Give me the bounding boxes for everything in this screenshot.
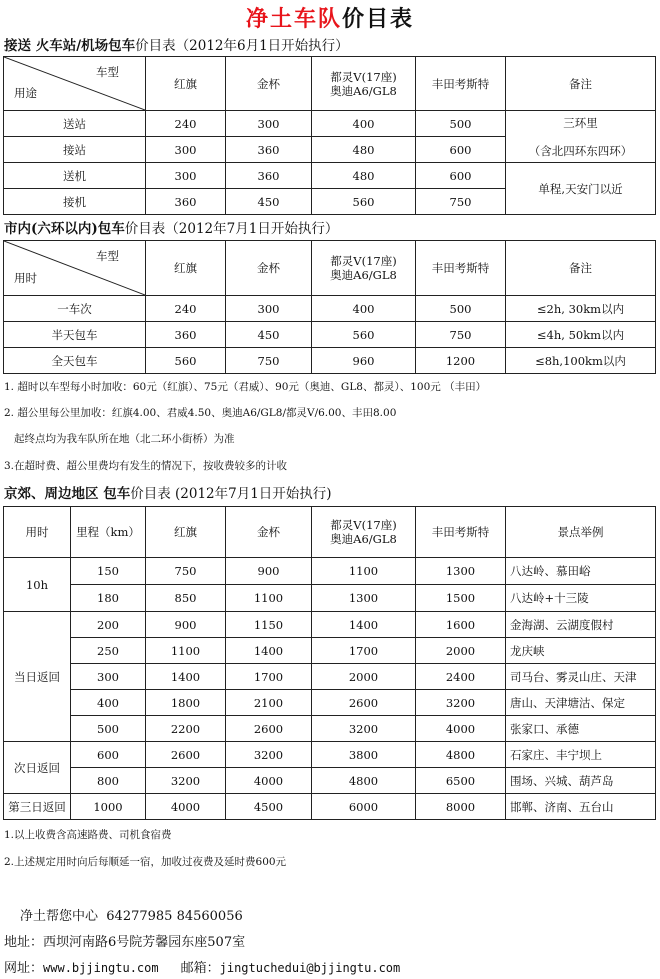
website-link[interactable]: www.bjjingtu.com [43, 961, 159, 975]
sight-cell: 石家庄、丰宁坝上 [506, 742, 656, 768]
section2-heading [4, 220, 338, 238]
header-duling-audi: 都灵V(17座) 奥迪A6/GL8 [312, 507, 416, 558]
sight-cell: 龙庆峡 [506, 638, 656, 664]
note-start-point: 起终点均为我车队所在地（北二环小街桥）为准 [14, 433, 235, 445]
price-cell: 600 [416, 137, 506, 163]
price-cell: 360 [146, 189, 226, 215]
mileage-cell: 500 [71, 716, 146, 742]
price-cell: 2400 [416, 664, 506, 690]
price-cell: 2100 [226, 690, 312, 716]
email-label: 邮箱： [180, 961, 220, 976]
address-label: 地址： [4, 935, 44, 950]
price-cell: 3200 [312, 716, 416, 742]
duration-group: 当日返回 [4, 612, 71, 742]
price-cell: 2600 [312, 690, 416, 716]
price-cell: 360 [226, 137, 312, 163]
sight-cell: 围场、兴城、葫芦岛 [506, 768, 656, 794]
price-cell: 560 [312, 189, 416, 215]
price-cell: 4000 [226, 768, 312, 794]
price-cell: 500 [416, 111, 506, 137]
header-remarks: 备注 [506, 57, 656, 111]
remark-cell: ≤4h, 50km以内 [506, 322, 656, 348]
corner-label-vehicle: 车型 [96, 65, 119, 79]
mileage-cell: 1000 [71, 794, 146, 820]
website-label: 网址： [4, 961, 44, 976]
header-sights: 景点举例 [506, 507, 656, 558]
sight-cell: 司马台、雾灵山庄、天津 [506, 664, 656, 690]
price-cell: 1150 [226, 612, 312, 638]
mileage-cell: 400 [71, 690, 146, 716]
price-cell: 4000 [416, 716, 506, 742]
sight-cell: 邯郸、济南、五台山 [506, 794, 656, 820]
note-overdistance: 2. 超公里每公里加收：红旗4.00、君威4.50、奥迪A6/GL8/都灵V/6.00、丰田8.00 [4, 407, 397, 419]
header-duration: 用时 [4, 507, 71, 558]
header-jinbei: 金杯 [226, 507, 312, 558]
price-cell: 2600 [226, 716, 312, 742]
row-label: 全天包车 [4, 348, 146, 374]
price-cell: 3800 [312, 742, 416, 768]
price-cell: 480 [312, 137, 416, 163]
row-label: 接机 [4, 189, 146, 215]
price-cell: 1200 [416, 348, 506, 374]
price-cell: 480 [312, 163, 416, 189]
row-label: 送站 [4, 111, 146, 137]
helpline [20, 908, 243, 925]
mileage-cell: 300 [71, 664, 146, 690]
address-line [4, 934, 245, 951]
remark-line: 三环里 [563, 115, 598, 130]
price-cell: 750 [226, 348, 312, 374]
note-charge-rule: 3.在超时费、超公里费均有发生的情况下，按收费较多的计收 [4, 460, 288, 472]
price-cell: 1700 [312, 638, 416, 664]
page-title-brand: 净土车队 [245, 6, 342, 32]
price-cell: 4800 [312, 768, 416, 794]
mileage-cell: 200 [71, 612, 146, 638]
mileage-cell: 150 [71, 558, 146, 585]
price-cell: 360 [146, 322, 226, 348]
price-cell: 1400 [226, 638, 312, 664]
price-cell: 240 [146, 296, 226, 322]
page-title [0, 6, 660, 32]
header-toyota-coaster: 丰田考斯特 [416, 57, 506, 111]
price-cell: 900 [226, 558, 312, 585]
price-cell: 240 [146, 111, 226, 137]
header-mileage: 里程（km） [71, 507, 146, 558]
price-cell: 750 [146, 558, 226, 585]
price-cell: 2000 [312, 664, 416, 690]
sight-cell: 张家口、承德 [506, 716, 656, 742]
row-label: 一车次 [4, 296, 146, 322]
price-cell: 2200 [146, 716, 226, 742]
price-cell: 4800 [416, 742, 506, 768]
price-cell: 560 [312, 322, 416, 348]
price-cell: 1600 [416, 612, 506, 638]
price-cell: 300 [146, 163, 226, 189]
header-duling-audi: 都灵V(17座) 奥迪A6/GL8 [312, 57, 416, 111]
price-cell: 6500 [416, 768, 506, 794]
header-jinbei: 金杯 [226, 57, 312, 111]
price-cell: 3200 [146, 768, 226, 794]
price-cell: 2000 [416, 638, 506, 664]
transfer-table-corner [4, 57, 146, 111]
price-cell: 900 [146, 612, 226, 638]
corner-label-usage: 用途 [14, 86, 37, 100]
price-cell: 400 [312, 111, 416, 137]
header-toyota-coaster: 丰田考斯特 [416, 241, 506, 296]
price-cell: 400 [312, 296, 416, 322]
email-link[interactable]: jingtuchedui@bjjingtu.com [219, 961, 401, 975]
remark-cell: ≤8h,100km以内 [506, 348, 656, 374]
price-cell: 4500 [226, 794, 312, 820]
duration-group: 次日返回 [4, 742, 71, 794]
section1-heading [4, 37, 349, 55]
price-cell: 1700 [226, 664, 312, 690]
price-cell: 300 [226, 296, 312, 322]
price-cell: 8000 [416, 794, 506, 820]
price-cell: 960 [312, 348, 416, 374]
address-text: 西坝河南路6号院芳馨园东座507室 [43, 935, 246, 950]
price-cell: 750 [416, 189, 506, 215]
mileage-cell: 250 [71, 638, 146, 664]
price-cell: 3200 [226, 742, 312, 768]
price-cell: 1500 [416, 585, 506, 612]
price-cell: 6000 [312, 794, 416, 820]
row-label: 半天包车 [4, 322, 146, 348]
corner-diagonal-line [4, 57, 145, 110]
price-cell: 360 [226, 163, 312, 189]
corner-diagonal-line [4, 241, 145, 295]
city-table-corner [4, 241, 146, 296]
header-duling-audi: 都灵V(17座) 奥迪A6/GL8 [312, 241, 416, 296]
remark-cell: 单程,天安门以近 [506, 163, 656, 215]
note-fee-included: 1.以上收费含高速路费、司机食宿费 [4, 829, 172, 841]
page-title-suffix: 价目表 [342, 6, 415, 32]
sight-cell: 金海湖、云湖度假村 [506, 612, 656, 638]
helpline-numbers: 64277985 84560056 [106, 909, 243, 924]
duration-group: 第三日返回 [4, 794, 71, 820]
section3-heading-bold: 京郊、周边地区 包车 [4, 486, 131, 502]
corner-label-duration: 用时 [14, 271, 37, 285]
price-cell: 450 [226, 322, 312, 348]
section1-heading-bold: 接送 火车站/机场包车 [4, 38, 136, 54]
duration-group: 10h [4, 558, 71, 612]
sight-cell: 八达岭+十三陵 [506, 585, 656, 612]
section2-subtitle: 价目表（2012年7月1日开始执行） [124, 221, 339, 237]
section1-subtitle: 价目表（2012年6月1日开始执行） [135, 38, 349, 54]
remark-cell: ≤2h, 30km以内 [506, 296, 656, 322]
note-overnight-fee: 2.上述规定用时向后每顺延一宿，加收过夜费及延时费600元 [4, 856, 287, 868]
price-cell: 300 [226, 111, 312, 137]
price-cell: 450 [226, 189, 312, 215]
sight-cell: 八达岭、慕田峪 [506, 558, 656, 585]
mileage-cell: 600 [71, 742, 146, 768]
price-cell: 3200 [416, 690, 506, 716]
helpline-label: 净土帮您中心 [20, 909, 99, 924]
section3-heading [4, 485, 332, 503]
price-cell: 4000 [146, 794, 226, 820]
price-cell: 500 [416, 296, 506, 322]
section2-heading-bold: 市内(六环以内)包车 [4, 221, 125, 237]
city-charter-table [3, 240, 656, 374]
header-hongqi: 红旗 [146, 57, 226, 111]
price-cell: 1800 [146, 690, 226, 716]
header-hongqi: 红旗 [146, 507, 226, 558]
mileage-cell: 180 [71, 585, 146, 612]
suburban-price-table [3, 506, 656, 820]
sight-cell: 唐山、天津塘沽、保定 [506, 690, 656, 716]
contact-line [4, 960, 400, 977]
price-cell: 600 [416, 163, 506, 189]
remark-cell [506, 111, 656, 163]
price-cell: 1100 [312, 558, 416, 585]
remark-line: （含北四环东四环） [528, 143, 633, 158]
header-remarks: 备注 [506, 241, 656, 296]
price-cell: 300 [146, 137, 226, 163]
mileage-cell: 800 [71, 768, 146, 794]
section3-subtitle: 价目表 (2012年7月1日开始执行) [130, 486, 332, 502]
note-overtime: 1. 超时以车型每小时加收：60元（红旗）、75元（君威）、90元（奥迪、GL8、都灵）、100元 （丰田） [4, 381, 487, 393]
price-cell: 1300 [416, 558, 506, 585]
price-cell: 1100 [226, 585, 312, 612]
header-jinbei: 金杯 [226, 241, 312, 296]
row-label: 送机 [4, 163, 146, 189]
price-cell: 2600 [146, 742, 226, 768]
header-toyota-coaster: 丰田考斯特 [416, 507, 506, 558]
price-cell: 1100 [146, 638, 226, 664]
price-cell: 1300 [312, 585, 416, 612]
header-hongqi: 红旗 [146, 241, 226, 296]
corner-label-vehicle: 车型 [96, 249, 119, 263]
transfer-price-table [3, 56, 656, 215]
row-label: 接站 [4, 137, 146, 163]
price-cell: 850 [146, 585, 226, 612]
price-cell: 1400 [146, 664, 226, 690]
price-cell: 750 [416, 322, 506, 348]
price-cell: 1400 [312, 612, 416, 638]
price-cell: 560 [146, 348, 226, 374]
